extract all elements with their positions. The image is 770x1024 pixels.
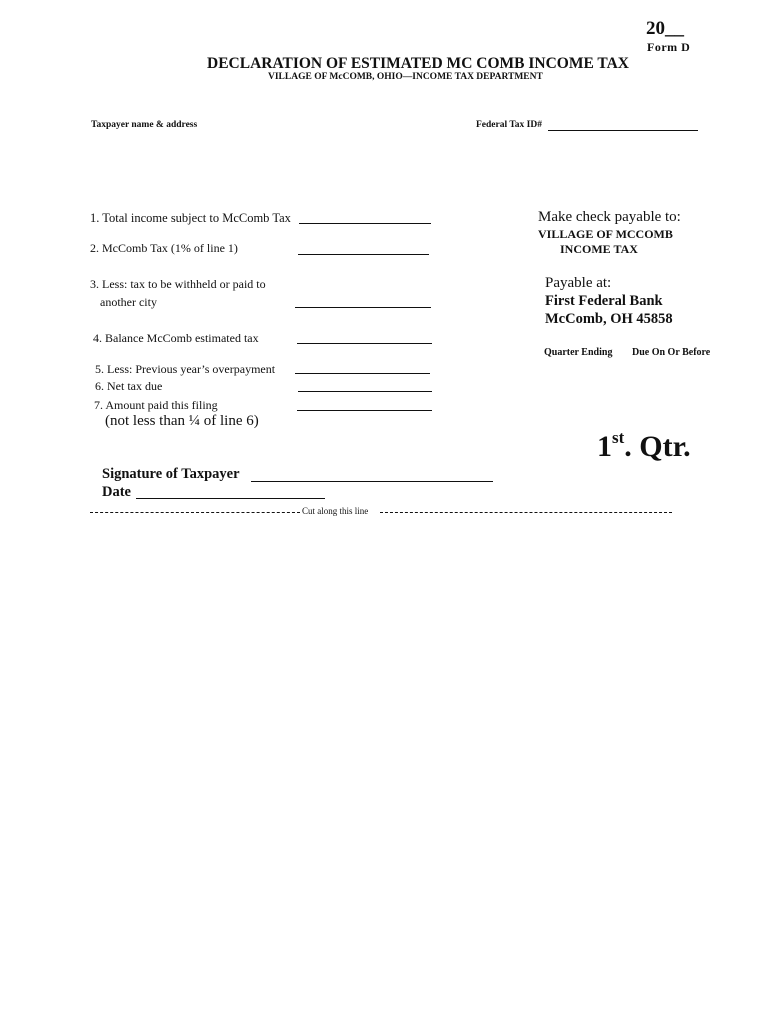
taxpayer-name-label: Taxpayer name & address (91, 120, 198, 130)
cut-line-label: Cut along this line (302, 506, 369, 516)
payable-at-label: Payable at: (545, 275, 612, 291)
line-2-field[interactable] (298, 254, 429, 255)
line-4-label: 4. Balance McComb estimated tax (93, 331, 259, 345)
date-label: Date (102, 484, 131, 500)
line-5-label: 5. Less: Previous year’s overpayment (95, 362, 276, 376)
make-check-label: Make check payable to: (538, 209, 681, 225)
quarter-number: 1 (597, 430, 612, 463)
line-7-label: 7. Amount paid this filing (94, 398, 218, 412)
signature-field[interactable] (251, 481, 493, 482)
page-title: DECLARATION OF ESTIMATED MC COMB INCOME TAX (207, 55, 629, 72)
date-field[interactable] (136, 498, 325, 499)
line-3-field[interactable] (295, 307, 431, 308)
line-1-field[interactable] (299, 223, 431, 224)
line-3-label: 3. Less: tax to be withheld or paid to (90, 277, 266, 291)
year-field: 20__ (646, 18, 684, 39)
payee-line-2: INCOME TAX (560, 242, 638, 256)
quarter-text: . Qtr. (624, 430, 691, 463)
line-6-label: 6. Net tax due (95, 379, 163, 393)
cut-line-right (380, 512, 672, 513)
quarter-label (597, 428, 691, 464)
line-7-field[interactable] (297, 410, 432, 411)
bank-name: First Federal Bank (545, 293, 663, 309)
cut-line-left (90, 512, 300, 513)
page-subtitle: VILLAGE OF McCOMB, OHIO—INCOME TAX DEPARTMENT (268, 72, 543, 82)
line-2-label: 2. McComb Tax (1% of line 1) (90, 241, 238, 255)
due-on-label: Due On Or Before (632, 347, 711, 358)
signature-label: Signature of Taxpayer (102, 466, 240, 482)
line-3-label-cont: another city (100, 295, 157, 309)
federal-tax-id-field[interactable] (548, 130, 698, 131)
line-6-field[interactable] (298, 391, 432, 392)
quarter-ending-label: Quarter Ending (544, 347, 613, 358)
line-1-label: 1. Total income subject to McComb Tax (90, 211, 291, 225)
line-4-field[interactable] (297, 343, 432, 344)
line-5-field[interactable] (295, 373, 430, 374)
quarter-suffix: st (612, 428, 625, 447)
form-label: Form D (647, 40, 691, 54)
bank-city: McComb, OH 45858 (545, 311, 673, 327)
payee-line-1: VILLAGE OF MCCOMB (538, 227, 673, 241)
line-7-note: (not less than ¼ of line 6) (105, 413, 259, 429)
federal-tax-id-label: Federal Tax ID# (476, 120, 542, 130)
